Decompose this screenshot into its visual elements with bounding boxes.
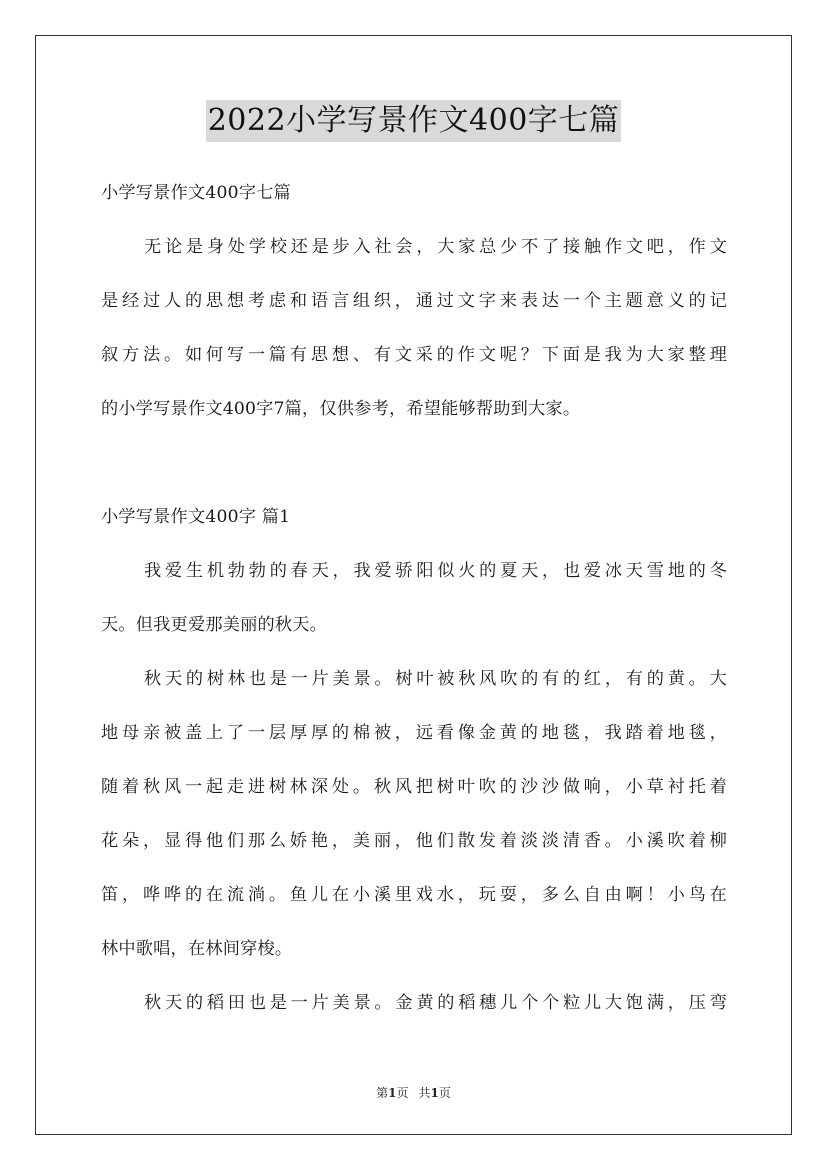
page-total: 1 [430,1086,439,1100]
document-subtitle: 小学写景作文400字七篇 [101,183,291,203]
total-prefix: 共 [418,1086,431,1100]
document-body [101,171,727,1035]
page-label: 页 [396,1086,409,1100]
intro-line-4: 的小学写景作文400字7篇，仅供参考，希望能够帮助到大家。 [101,399,581,419]
para2-line-4: 花朵，显得他们那么娇艳，美丽，他们散发着淡淡清香。小溪吹着柳 [101,831,727,851]
para2-line-3: 随着秋风一起走进树林深处。秋风把树叶吹的沙沙做响，小草衬托着 [101,777,727,797]
para3-line-1: 秋天的稻田也是一片美景。金黄的稻穗儿个个粒儿大饱满，压弯 [144,993,727,1013]
intro-line-2: 是经过人的思想考虑和语言组织，通过文字来表达一个主题意义的记 [101,291,727,311]
section-heading: 小学写景作文400字 篇1 [101,507,291,527]
para2-line-2: 地母亲被盖上了一层厚厚的棉被，远看像金黄的地毯，我踏着地毯， [101,723,727,743]
paragraph-spacer [101,441,727,495]
para2-line-1: 秋天的树林也是一片美景。树叶被秋风吹的有的红，有的黄。大 [144,669,727,689]
title-container [0,100,827,142]
document-title: 2022小学写景作文400字七篇 [206,100,622,142]
para1-line-2: 天。但我更爱那美丽的秋天。 [101,615,328,635]
para2-line-6: 林中歌唱，在林间穿梭。 [101,939,293,959]
para2-line-5: 笛，哗哗的在流淌。鱼儿在小溪里戏水，玩耍，多么自由啊！小鸟在 [101,885,727,905]
page-prefix: 第 [376,1086,389,1100]
page-current: 1 [388,1086,397,1100]
intro-line-1: 无论是身处学校还是步入社会，大家总少不了接触作文吧，作文 [144,237,727,257]
total-label: 页 [438,1086,451,1100]
intro-line-3: 叙方法。如何写一篇有思想、有文采的作文呢？下面是我为大家整理 [101,345,727,365]
page-footer [0,1084,827,1102]
para1-line-1: 我爱生机勃勃的春天，我爱骄阳似火的夏天，也爱冰天雪地的冬 [144,561,727,581]
